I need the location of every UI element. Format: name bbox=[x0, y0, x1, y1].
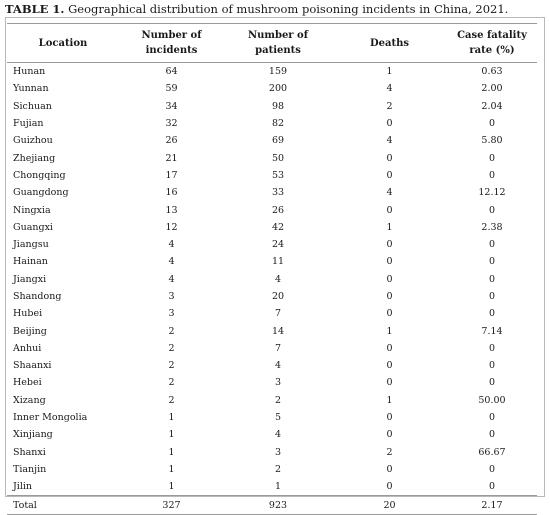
cell-patients: 26 bbox=[271, 204, 285, 216]
cell-incidents: 4 bbox=[168, 273, 175, 285]
cell-deaths: 0 bbox=[386, 429, 393, 441]
cell-location: Guangdong bbox=[13, 187, 69, 199]
cell-incidents: 34 bbox=[165, 100, 178, 112]
table-row bbox=[7, 357, 537, 374]
header-fatality-line2: rate (%) bbox=[469, 45, 515, 56]
table-row bbox=[7, 478, 537, 496]
table-row bbox=[7, 253, 537, 270]
table-row bbox=[7, 409, 537, 426]
cell-incidents: 2 bbox=[168, 360, 175, 372]
cell-deaths: 1 bbox=[386, 66, 393, 78]
cell-location: Shandong bbox=[13, 291, 62, 302]
cell-deaths: 0 bbox=[386, 308, 393, 320]
table-row bbox=[7, 322, 537, 339]
cell-deaths: 1 bbox=[386, 394, 393, 406]
cell-patients: 53 bbox=[271, 169, 285, 181]
cell-deaths: 0 bbox=[386, 204, 393, 216]
cell-location: Chongqing bbox=[13, 169, 66, 181]
cell-location: Fujian bbox=[13, 118, 44, 130]
cell-patients: 82 bbox=[271, 118, 285, 130]
cell-location: Hebei bbox=[13, 377, 42, 389]
cell-location: Yunnan bbox=[13, 83, 49, 95]
cell-incidents: 2 bbox=[168, 325, 175, 337]
cell-deaths: 4 bbox=[386, 187, 393, 199]
cell-location: Shanxi bbox=[13, 446, 46, 458]
caption-label: TABLE 1. bbox=[5, 2, 65, 16]
total-incidents: 327 bbox=[119, 496, 224, 514]
cell-deaths: 0 bbox=[386, 169, 393, 181]
cell-location: Ningxia bbox=[13, 204, 51, 216]
table-row bbox=[7, 374, 537, 391]
cell-deaths: 4 bbox=[386, 83, 393, 95]
cell-deaths: 0 bbox=[386, 360, 393, 372]
cell-incidents: 32 bbox=[165, 118, 178, 130]
cell-deaths: 0 bbox=[386, 256, 393, 268]
table-row bbox=[7, 236, 537, 253]
cell-location: Xizang bbox=[13, 394, 46, 406]
cell-fatality-rate: 2.04 bbox=[481, 100, 503, 112]
cell-patients: 200 bbox=[268, 83, 288, 95]
cell-deaths: 2 bbox=[386, 100, 393, 112]
cell-patients: 24 bbox=[271, 239, 285, 251]
cell-patients: 33 bbox=[271, 187, 285, 199]
cell-fatality-rate: 0 bbox=[488, 463, 496, 475]
cell-fatality-rate: 2.38 bbox=[481, 221, 503, 233]
cell-patients: 50 bbox=[271, 152, 285, 164]
cell-fatality-rate: 0 bbox=[488, 481, 496, 493]
table-row bbox=[7, 392, 537, 409]
cell-fatality-rate: 0 bbox=[488, 360, 496, 372]
cell-location: Sichuan bbox=[13, 100, 52, 112]
cell-location: Inner Mongolia bbox=[13, 412, 88, 424]
cell-fatality-rate: 0 bbox=[488, 152, 496, 164]
cell-fatality-rate: 50.00 bbox=[478, 394, 506, 406]
cell-deaths: 4 bbox=[386, 135, 393, 147]
cell-fatality-rate: 0 bbox=[488, 204, 496, 216]
table-row bbox=[7, 63, 537, 81]
cell-fatality-rate: 0 bbox=[488, 256, 496, 268]
total-label: Total bbox=[7, 496, 119, 514]
cell-location: Shaanxi bbox=[13, 360, 52, 372]
cell-deaths: 0 bbox=[386, 377, 393, 389]
table-row bbox=[7, 149, 537, 166]
caption-text: Geographical distribution of mushroom poisoning incidents in China, 2021. bbox=[68, 2, 509, 16]
table-row bbox=[7, 219, 537, 236]
cell-incidents: 59 bbox=[165, 83, 178, 95]
cell-deaths: 0 bbox=[386, 291, 393, 302]
table-row bbox=[7, 305, 537, 322]
cell-deaths: 1 bbox=[386, 325, 393, 337]
cell-location: Guangxi bbox=[13, 221, 53, 233]
cell-location: Hubei bbox=[13, 308, 43, 320]
cell-fatality-rate: 0 bbox=[488, 308, 496, 320]
cell-location: Jilin bbox=[13, 481, 33, 493]
cell-deaths: 2 bbox=[386, 446, 393, 458]
cell-fatality-rate: 0 bbox=[488, 169, 496, 181]
cell-location: Zhejiang bbox=[13, 152, 56, 164]
cell-incidents: 21 bbox=[165, 152, 178, 164]
data-table bbox=[7, 23, 537, 515]
cell-incidents: 3 bbox=[168, 291, 175, 302]
cell-location: Tianjin bbox=[13, 463, 47, 475]
cell-deaths: 1 bbox=[386, 221, 393, 233]
cell-incidents: 2 bbox=[168, 342, 175, 354]
table-row bbox=[7, 98, 537, 115]
table-row bbox=[7, 444, 537, 461]
cell-incidents: 4 bbox=[168, 239, 175, 251]
cell-fatality-rate: 0 bbox=[488, 239, 496, 251]
cell-fatality-rate: 7.14 bbox=[481, 325, 503, 337]
cell-patients: 2 bbox=[274, 463, 282, 475]
cell-location: Jiangsu bbox=[13, 239, 49, 251]
total-row bbox=[7, 496, 537, 514]
cell-location: Jiangxi bbox=[13, 273, 47, 285]
cell-deaths: 0 bbox=[386, 152, 393, 164]
cell-deaths: 0 bbox=[386, 463, 393, 475]
cell-incidents: 1 bbox=[168, 412, 175, 424]
cell-incidents: 64 bbox=[165, 66, 178, 78]
total-deaths: 20 bbox=[332, 496, 447, 514]
cell-incidents: 1 bbox=[168, 481, 175, 493]
cell-incidents: 1 bbox=[168, 429, 175, 441]
cell-fatality-rate: 0 bbox=[488, 118, 496, 130]
cell-fatality-rate: 5.80 bbox=[481, 135, 503, 147]
cell-patients: 4 bbox=[274, 273, 282, 285]
cell-fatality-rate: 0 bbox=[488, 429, 496, 441]
cell-fatality-rate: 12.12 bbox=[478, 187, 506, 199]
cell-patients: 4 bbox=[274, 360, 282, 372]
table-row bbox=[7, 201, 537, 218]
table-row bbox=[7, 271, 537, 288]
cell-deaths: 0 bbox=[386, 412, 393, 424]
cell-patients: 7 bbox=[274, 342, 282, 354]
cell-location: Xinjiang bbox=[13, 429, 53, 441]
total-patients: 923 bbox=[224, 496, 332, 514]
table-row bbox=[7, 184, 537, 201]
total-fatality-rate: 2.17 bbox=[447, 496, 537, 514]
cell-fatality-rate: 0 bbox=[488, 273, 496, 285]
table-row bbox=[7, 80, 537, 97]
cell-fatality-rate: 0 bbox=[488, 342, 496, 354]
cell-patients: 2 bbox=[274, 394, 282, 406]
cell-patients: 3 bbox=[274, 377, 282, 389]
cell-deaths: 0 bbox=[386, 273, 393, 285]
cell-deaths: 0 bbox=[386, 481, 393, 493]
header-patients: Number of patients bbox=[224, 24, 332, 63]
cell-deaths: 0 bbox=[386, 118, 393, 130]
cell-patients: 69 bbox=[271, 135, 285, 147]
cell-fatality-rate: 0 bbox=[488, 412, 496, 424]
cell-fatality-rate: 0.63 bbox=[481, 66, 503, 78]
cell-location: Guizhou bbox=[13, 135, 53, 147]
cell-incidents: 13 bbox=[165, 204, 178, 216]
cell-fatality-rate: 66.67 bbox=[478, 446, 506, 458]
cell-patients: 11 bbox=[271, 256, 285, 268]
table-body bbox=[7, 63, 537, 496]
table-row bbox=[7, 288, 537, 305]
table-row bbox=[7, 115, 537, 132]
cell-deaths: 0 bbox=[386, 342, 393, 354]
cell-fatality-rate: 0 bbox=[488, 291, 496, 302]
cell-incidents: 2 bbox=[168, 394, 175, 406]
cell-incidents: 26 bbox=[165, 135, 178, 147]
table-caption bbox=[5, 2, 508, 16]
header-location: Location bbox=[7, 24, 119, 63]
cell-incidents: 1 bbox=[168, 446, 175, 458]
cell-location: Anhui bbox=[13, 342, 42, 354]
table-row bbox=[7, 426, 537, 443]
cell-deaths: 0 bbox=[386, 239, 393, 251]
cell-incidents: 12 bbox=[165, 221, 178, 233]
cell-patients: 3 bbox=[274, 446, 282, 458]
cell-patients: 1 bbox=[274, 481, 282, 493]
cell-incidents: 16 bbox=[165, 187, 178, 199]
cell-fatality-rate: 2.00 bbox=[481, 83, 503, 95]
cell-patients: 7 bbox=[274, 308, 282, 320]
cell-location: Beijing bbox=[13, 325, 47, 337]
cell-incidents: 3 bbox=[168, 308, 175, 320]
header-deaths: Deaths bbox=[332, 24, 447, 63]
cell-patients: 14 bbox=[271, 325, 285, 337]
cell-patients: 20 bbox=[271, 291, 285, 302]
cell-patients: 42 bbox=[271, 221, 285, 233]
header-fatality-line1: Case fatality bbox=[457, 30, 527, 41]
header-row bbox=[7, 24, 537, 63]
table-row bbox=[7, 461, 537, 478]
header-incidents: Number of incidents bbox=[119, 24, 224, 63]
cell-incidents: 4 bbox=[168, 256, 175, 268]
cell-location: Hunan bbox=[13, 66, 46, 78]
cell-incidents: 2 bbox=[168, 377, 175, 389]
cell-incidents: 17 bbox=[165, 169, 178, 181]
cell-location: Hainan bbox=[13, 256, 48, 268]
table-row bbox=[7, 132, 537, 149]
cell-fatality-rate: 0 bbox=[488, 377, 496, 389]
cell-patients: 98 bbox=[271, 100, 285, 112]
cell-patients: 5 bbox=[274, 412, 282, 424]
header-fatality-rate bbox=[447, 24, 537, 63]
cell-patients: 4 bbox=[274, 429, 282, 441]
cell-patients: 159 bbox=[268, 66, 288, 78]
table-row bbox=[7, 167, 537, 184]
cell-incidents: 1 bbox=[168, 463, 175, 475]
table-row bbox=[7, 340, 537, 357]
